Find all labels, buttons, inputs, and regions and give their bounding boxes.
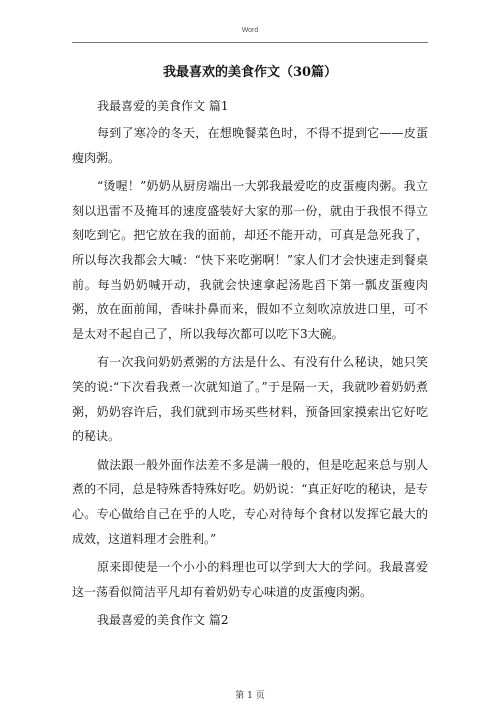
document-body — [72, 62, 428, 635]
paragraph-5: 原来即使是一个小小的料理也可以学到大大的学问。我最喜爱这一荡看似简洁平凡却有着奶奶专心味道的皮蛋瘦肉粥。 — [72, 560, 428, 599]
document-title: 我最喜欢的美食作文（30篇） — [162, 65, 338, 80]
paragraph-1: 每到了寒冷的冬天，在想晚餐菜色时，不得不提到它——皮蛋瘦肉粥。 — [72, 126, 428, 165]
section-heading-1: 我最喜爱的美食作文 篇1 — [97, 99, 229, 113]
paragraph-2: “烫喔！”奶奶从厨房端出一大郭我最爱吃的皮蛋瘦肉粥。我立刻以迅雷不及掩耳的速度盛装好大家的那一份，就由于我恨不得立刻吃到它。把它放在我的面前，却还不能开动，可真是急死我了，所以每次我都会大喊：“快下来吃粥啊！”家人们才会快速走到餐桌前。每当奶奶喊开动，我就会快速拿起汤匙舀下第一瓢皮蛋瘦肉粥，放在面前闻，香味扑鼻而来，假如不立刻吹凉放进口里，可不是太对不起自己了，所以我每次都可以吃下3大碗。 — [72, 179, 428, 341]
paragraph-3: 有一次我问奶奶煮粥的方法是什么、有没有什么秘诀，她只笑笑的说:“下次看我煮一次就知道了。”于是隔一天，我就吵着奶奶煮粥，奶奶容许后，我们就到市场买些材料，预备回家摸索出它好吃的秘诀。 — [72, 355, 428, 444]
paragraph-4: 做法跟一般外面作法差不多是满一般的，但是吃起来总与别人煮的不同，总是特殊香特殊好吃。奶奶说：“真正好吃的秘诀，是专心。专心做给自己在乎的人吃，专心对待每个食材以发挥它最大的成效，这道料理才会胜利。” — [72, 457, 428, 546]
section-heading-2: 我最喜爱的美食作文 篇2 — [97, 613, 229, 628]
header-divider — [72, 42, 428, 43]
header-label: Word — [241, 27, 259, 34]
page-number: 第 1 页 — [235, 691, 265, 701]
